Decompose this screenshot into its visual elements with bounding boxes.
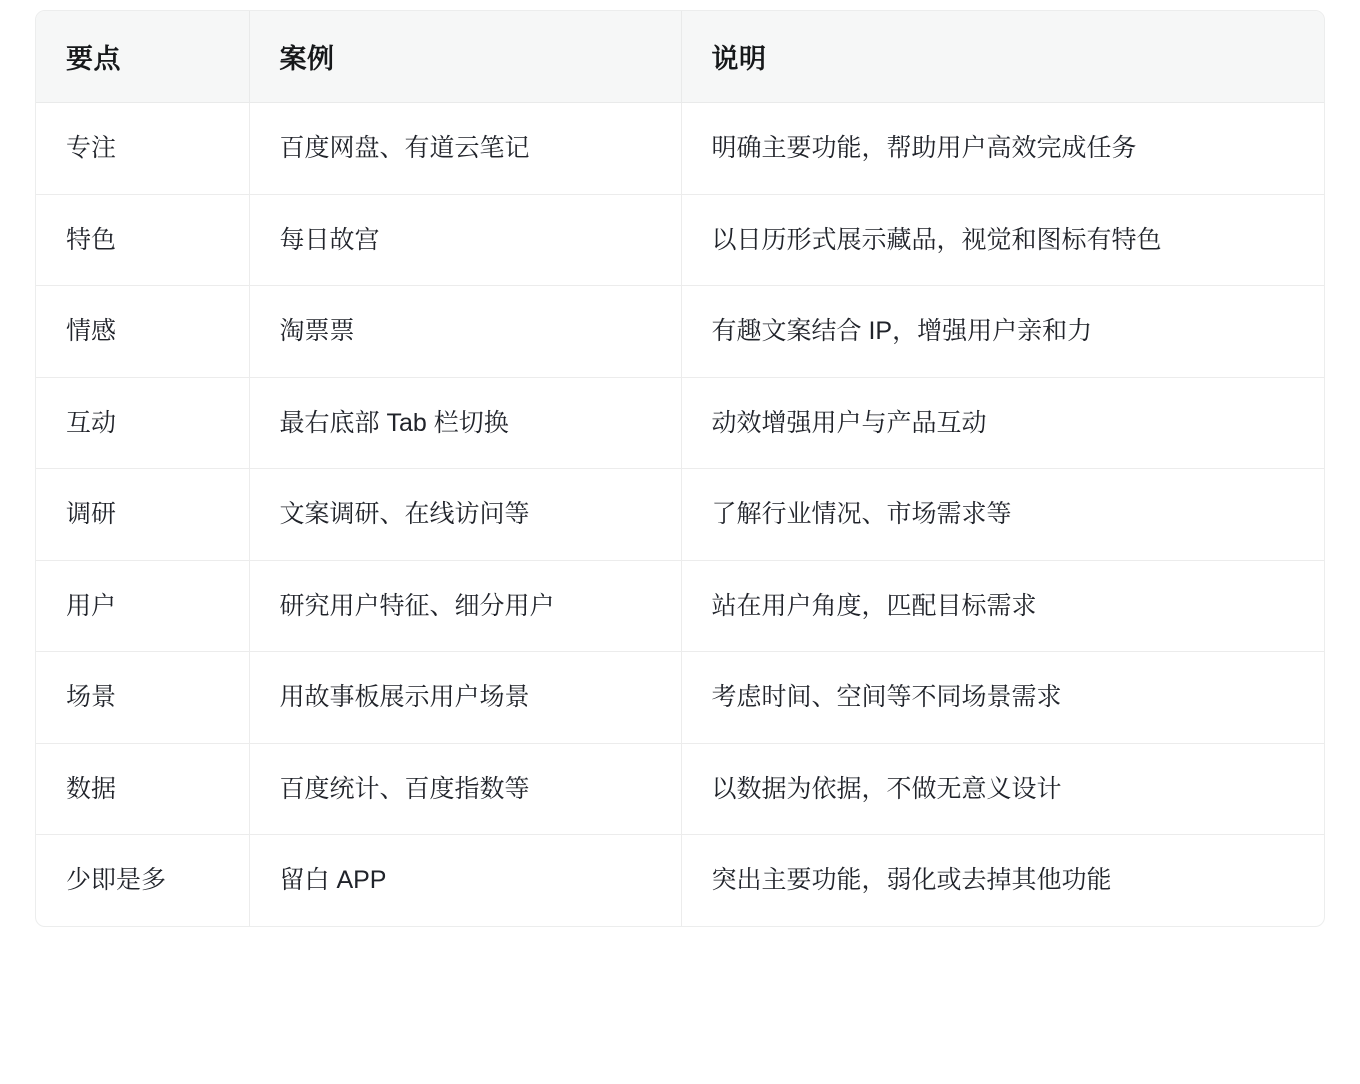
cell-key: 场景 <box>36 652 249 744</box>
cell-key: 情感 <box>36 286 249 378</box>
cell-key: 调研 <box>36 469 249 561</box>
cell-desc: 考虑时间、空间等不同场景需求 <box>681 652 1324 744</box>
table-row <box>36 560 1324 652</box>
points-table-container <box>35 10 1325 927</box>
table-header-row <box>36 11 1324 103</box>
table-row <box>36 835 1324 926</box>
column-header-desc: 说明 <box>681 11 1324 103</box>
points-table <box>36 11 1324 926</box>
cell-key: 专注 <box>36 103 249 195</box>
cell-desc: 了解行业情况、市场需求等 <box>681 469 1324 561</box>
cell-case: 研究用户特征、细分用户 <box>249 560 681 652</box>
table-header <box>36 11 1324 103</box>
cell-case: 用故事板展示用户场景 <box>249 652 681 744</box>
column-header-case: 案例 <box>249 11 681 103</box>
cell-desc: 站在用户角度，匹配目标需求 <box>681 560 1324 652</box>
cell-case: 每日故宫 <box>249 194 681 286</box>
cell-desc: 有趣文案结合 IP，增强用户亲和力 <box>681 286 1324 378</box>
cell-case: 文案调研、在线访问等 <box>249 469 681 561</box>
cell-key: 互动 <box>36 377 249 469</box>
cell-case: 留白 APP <box>249 835 681 926</box>
table-row <box>36 743 1324 835</box>
cell-key: 用户 <box>36 560 249 652</box>
cell-desc: 明确主要功能，帮助用户高效完成任务 <box>681 103 1324 195</box>
cell-case: 百度统计、百度指数等 <box>249 743 681 835</box>
cell-case: 淘票票 <box>249 286 681 378</box>
cell-case: 最右底部 Tab 栏切换 <box>249 377 681 469</box>
table-row <box>36 194 1324 286</box>
cell-desc: 以日历形式展示藏品，视觉和图标有特色 <box>681 194 1324 286</box>
cell-key: 少即是多 <box>36 835 249 926</box>
cell-key: 数据 <box>36 743 249 835</box>
cell-desc: 动效增强用户与产品互动 <box>681 377 1324 469</box>
table-row <box>36 469 1324 561</box>
cell-case: 百度网盘、有道云笔记 <box>249 103 681 195</box>
table-row <box>36 377 1324 469</box>
table-body <box>36 103 1324 926</box>
cell-key: 特色 <box>36 194 249 286</box>
cell-desc: 以数据为依据，不做无意义设计 <box>681 743 1324 835</box>
column-header-key: 要点 <box>36 11 249 103</box>
table-row <box>36 103 1324 195</box>
cell-desc: 突出主要功能，弱化或去掉其他功能 <box>711 866 1112 894</box>
table-row <box>36 286 1324 378</box>
table-row <box>36 652 1324 744</box>
